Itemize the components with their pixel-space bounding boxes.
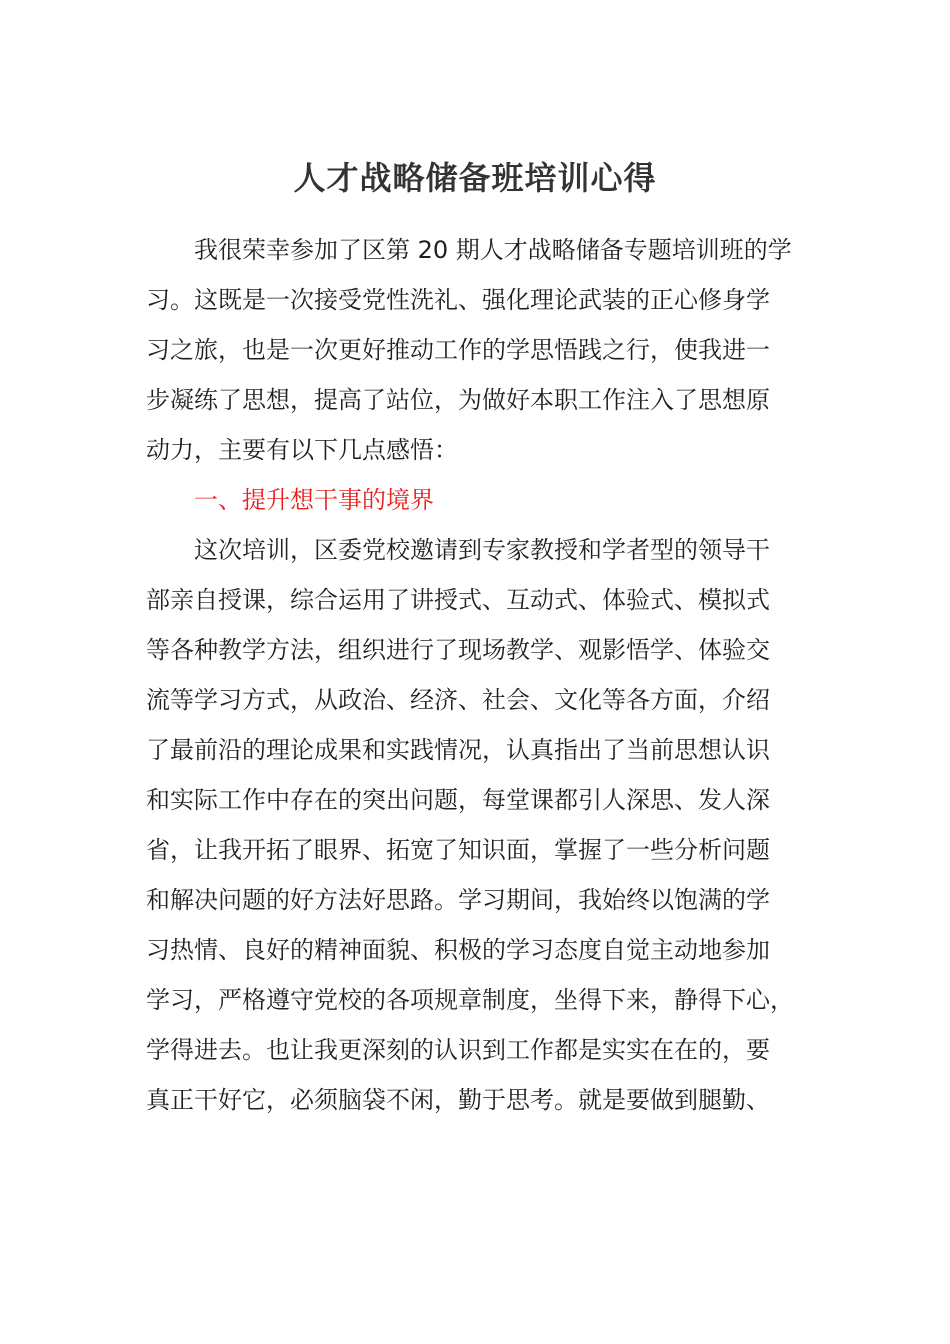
paragraph-line: 习热情、良好的精神面貌、积极的学习态度自觉主动地参加	[146, 936, 770, 964]
paragraph-line: 和实际工作中存在的突出问题，每堂课都引人深思、发人深	[146, 786, 770, 814]
paragraph-line: 步凝练了思想，提高了站位，为做好本职工作注入了思想原	[146, 386, 770, 414]
section-heading: 一、提升想干事的境界	[194, 486, 434, 514]
paragraph-line: 流等学习方式，从政治、经济、社会、文化等各方面，介绍	[146, 686, 770, 714]
paragraph-line: 和解决问题的好方法好思路。学习期间，我始终以饱满的学	[146, 886, 770, 914]
paragraph-line: 这次培训，区委党校邀请到专家教授和学者型的领导干	[194, 536, 770, 564]
paragraph-line: 学习，严格遵守党校的各项规章制度，坐得下来，静得下心，	[146, 986, 794, 1014]
paragraph-line: 习。这既是一次接受党性洗礼、强化理论武装的正心修身学	[146, 286, 770, 314]
document-title: 人才战略储备班培训心得	[293, 159, 657, 197]
paragraph-line: 省，让我开拓了眼界、拓宽了知识面，掌握了一些分析问题	[146, 836, 770, 864]
paragraph-line: 我很荣幸参加了区第 20 期人才战略储备专题培训班的学	[194, 236, 792, 264]
paragraph-line: 学得进去。也让我更深刻的认识到工作都是实实在在的，要	[146, 1036, 770, 1064]
paragraph-intro	[146, 225, 808, 1125]
paragraph-line: 等各种教学方法，组织进行了现场教学、观影悟学、体验交	[146, 636, 770, 664]
paragraph-line: 真正干好它，必须脑袋不闲，勤于思考。就是要做到腿勤、	[146, 1086, 770, 1114]
paragraph-line: 习之旅，也是一次更好推动工作的学思悟践之行，使我进一	[146, 336, 770, 364]
paragraph-line: 动力，主要有以下几点感悟：	[146, 436, 458, 464]
paragraph-line: 了最前沿的理论成果和实践情况，认真指出了当前思想认识	[146, 736, 770, 764]
paragraph-line: 部亲自授课，综合运用了讲授式、互动式、体验式、模拟式	[146, 586, 770, 614]
